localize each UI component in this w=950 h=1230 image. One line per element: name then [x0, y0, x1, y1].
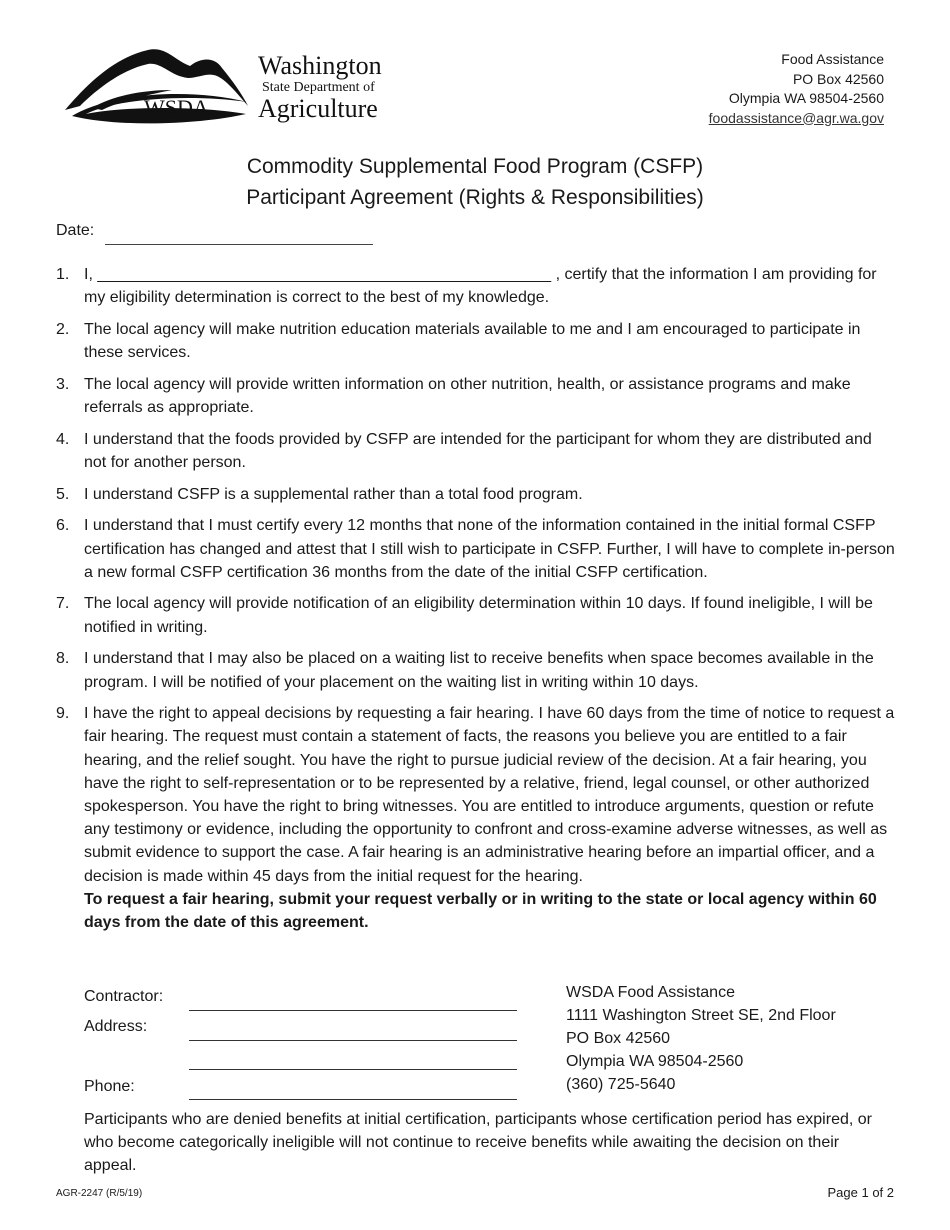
- item-number: 9.: [56, 705, 70, 723]
- item-text: I understand CSFP is a supplemental rather than a total food program.: [84, 485, 583, 503]
- list-item: [56, 647, 898, 693]
- list-item: [56, 318, 898, 364]
- contractor-fields: [84, 986, 534, 1098]
- address-label: Address:: [84, 1018, 148, 1035]
- logo-line-washington: Washington: [258, 51, 382, 80]
- item-text: The local agency will provide notification of an eligibility determination within 10 days. If found ineligible, I will be notified in writing.: [84, 595, 873, 636]
- fair-hearing-note: To request a fair hearing, submit your request verbally or in writing to the state or local agency within 60 days from the date of this agreement.: [84, 890, 877, 932]
- item-text: I understand that the foods provided by CSFP are intended for the participant for whom they are distributed and not for another person.: [84, 430, 872, 471]
- phone-label: Phone:: [84, 1078, 135, 1095]
- item-number: 3.: [56, 375, 70, 393]
- list-item: [56, 428, 898, 474]
- item-number: 6.: [56, 517, 70, 535]
- address-line: 1111 Washington Street SE, 2nd Floor: [566, 1007, 836, 1024]
- logo-line-dept: State Department of: [262, 80, 375, 95]
- address-line: PO Box 42560: [566, 1030, 671, 1047]
- list-item: [56, 514, 898, 584]
- agreement-terms-list: [56, 263, 898, 934]
- item-text: I have the right to appeal decisions by requesting a fair hearing. I have 60 days from the time of notice to request a fair hearing. The request must contain a statement of facts, the reasons you believe you are entitled to a fair hearing, and the relief sought. You have the right to pursue judicial review of the decision. At a fair hearing, you have the right to self-representation or to be represented by a relative, friend, legal counsel, or other authorized spokesperson. You have the right to bring witnesses. You are entitled to introduce arguments, question or refute any testimony or evidence, including the opportunity to confront and cross-examine adverse witnesses, as well as submit evidence to support the case. A fair hearing is an administrative hearing before an impartial officer, and a decision is made within 45 days from the initial request for the hearing.: [84, 705, 895, 885]
- contact-line: Olympia WA 98504-2560: [728, 90, 884, 106]
- address-line: (360) 725-5640: [566, 1076, 676, 1093]
- item-number: 5.: [56, 485, 70, 503]
- date-label: Date:: [56, 222, 95, 239]
- contact-email-link[interactable]: foodassistance@agr.wa.gov: [708, 109, 884, 126]
- item-number: 7.: [56, 595, 70, 613]
- contractor-label: Contractor:: [84, 988, 164, 1005]
- item-number: 4.: [56, 430, 70, 448]
- item-number: 8.: [56, 650, 70, 668]
- phone-field[interactable]: [189, 1099, 517, 1100]
- contractor-field[interactable]: [189, 1010, 517, 1011]
- logo-wsda-text: WSDA: [144, 95, 209, 120]
- title-line-2: Participant Agreement (Rights & Responsibilities): [246, 186, 704, 209]
- address-line: WSDA Food Assistance: [566, 984, 735, 1001]
- page-title: [0, 151, 950, 213]
- item-number: 1.: [56, 266, 70, 283]
- list-item: [56, 263, 898, 309]
- header-contact: [709, 50, 884, 128]
- date-field[interactable]: [105, 244, 373, 245]
- item-text: The local agency will make nutrition education materials available to me and I am encouraged to participate in these services.: [84, 320, 861, 362]
- wsda-logo: [62, 44, 382, 128]
- contact-line: Food Assistance: [781, 51, 884, 67]
- closing-paragraph: Participants who are denied benefits at initial certification, participants whose certification period has expired, or who become categorically ineligible will not continue to receive benefits while awaiting the decision on their appeal.: [84, 1111, 872, 1175]
- item-text: The local agency will provide written information on other nutrition, health, or assistance programs and make referrals as appropriate.: [84, 375, 851, 417]
- item-text: I, ___________________________________________________ , certify that the information I am providing for my eligibility determination is correct to the best of my knowledge.: [84, 266, 877, 307]
- item-text: I understand that I may also be placed on a waiting list to receive benefits when space becomes available in the program. I will be notified of your placement on the waiting list in writing within 10 days.: [84, 650, 874, 691]
- address-line: Olympia WA 98504-2560: [566, 1053, 744, 1070]
- address-field-line-2[interactable]: [189, 1069, 517, 1070]
- list-item: [56, 592, 898, 638]
- logo-wordmark: [258, 52, 382, 122]
- list-item: [56, 483, 898, 506]
- page-number: Page 1 of 2: [827, 1185, 894, 1200]
- logo-line-agriculture: Agriculture: [258, 94, 378, 123]
- title-line-1: Commodity Supplemental Food Program (CSFP): [246, 155, 704, 178]
- form-id: AGR-2247 (R/5/19): [56, 1188, 143, 1199]
- item-number: 2.: [56, 320, 70, 338]
- wsda-address: [566, 981, 836, 1096]
- address-field-line-1[interactable]: [189, 1040, 517, 1041]
- contact-line: PO Box 42560: [792, 70, 884, 87]
- list-item: [56, 702, 898, 934]
- item-text: I understand that I must certify every 12 months that none of the information contained in the initial formal CSFP certification has changed and attest that I still wish to participate in CSFP. Further, I will have to complete in-person a new formal CSFP certification 36 months from the date of the initial CSFP certification.: [84, 517, 895, 581]
- list-item: [56, 373, 898, 419]
